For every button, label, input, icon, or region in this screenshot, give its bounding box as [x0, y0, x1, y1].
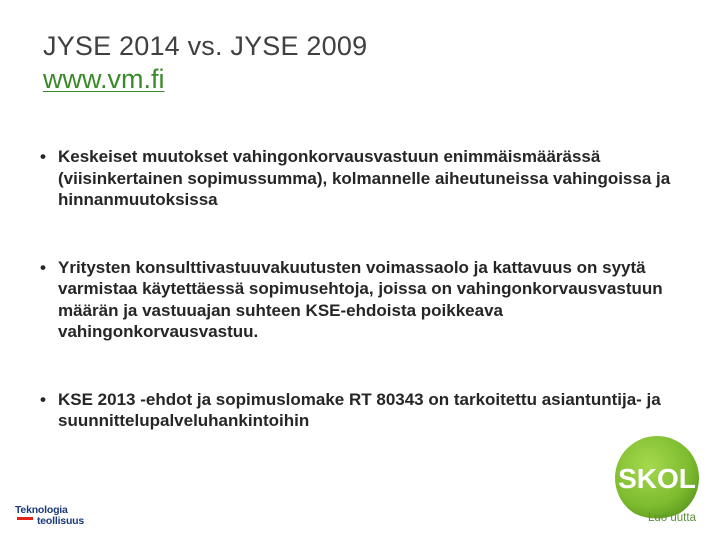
skol-tagline: Luo uutta: [648, 512, 696, 524]
teknologiateollisuus-logo: [15, 505, 84, 527]
bullet-list: [40, 146, 690, 478]
title-block: [43, 30, 367, 96]
bullet-text: KSE 2013 -ehdot ja sopimuslomake RT 80343 on tarkoitettu asiantuntija- ja suunnittelupalveluhankintoihin: [58, 389, 661, 430]
bullet-item: [40, 389, 690, 432]
bullet-item: [40, 257, 690, 343]
skol-text: SKOL: [618, 463, 696, 494]
bullet-marker: •: [40, 147, 46, 166]
website-link[interactable]: www.vm.fi: [43, 64, 165, 94]
bullet-marker: •: [40, 257, 46, 277]
logo-line-1: Teknologia: [15, 504, 68, 516]
bullet-marker: •: [40, 389, 46, 409]
skol-logo: [605, 436, 720, 540]
logo-line-2: teollisuus: [37, 515, 85, 527]
logo-mark-icon: [15, 516, 35, 524]
bullet-text: Keskeiset muutokset vahingonkorvausvastuun enimmäismäärässä (viisinkertainen sopimussumma), kolmannelle aiheutuneissa vahingoissa ja hinnanmuutoksissa: [58, 147, 671, 209]
slide-title: JYSE 2014 vs. JYSE 2009: [43, 31, 368, 61]
bullet-item: [40, 146, 690, 211]
bullet-text: Yritysten konsulttivastuuvakuutusten voimassaolo ja kattavuus on syytä varmistaa käytettäessä sopimusehtoja, joissa on vahingonkorvausvastuun määrän ja vastuuajan suhteen KSE-ehdoista poikkeava vahingonkorvausvastuu.: [58, 257, 663, 341]
